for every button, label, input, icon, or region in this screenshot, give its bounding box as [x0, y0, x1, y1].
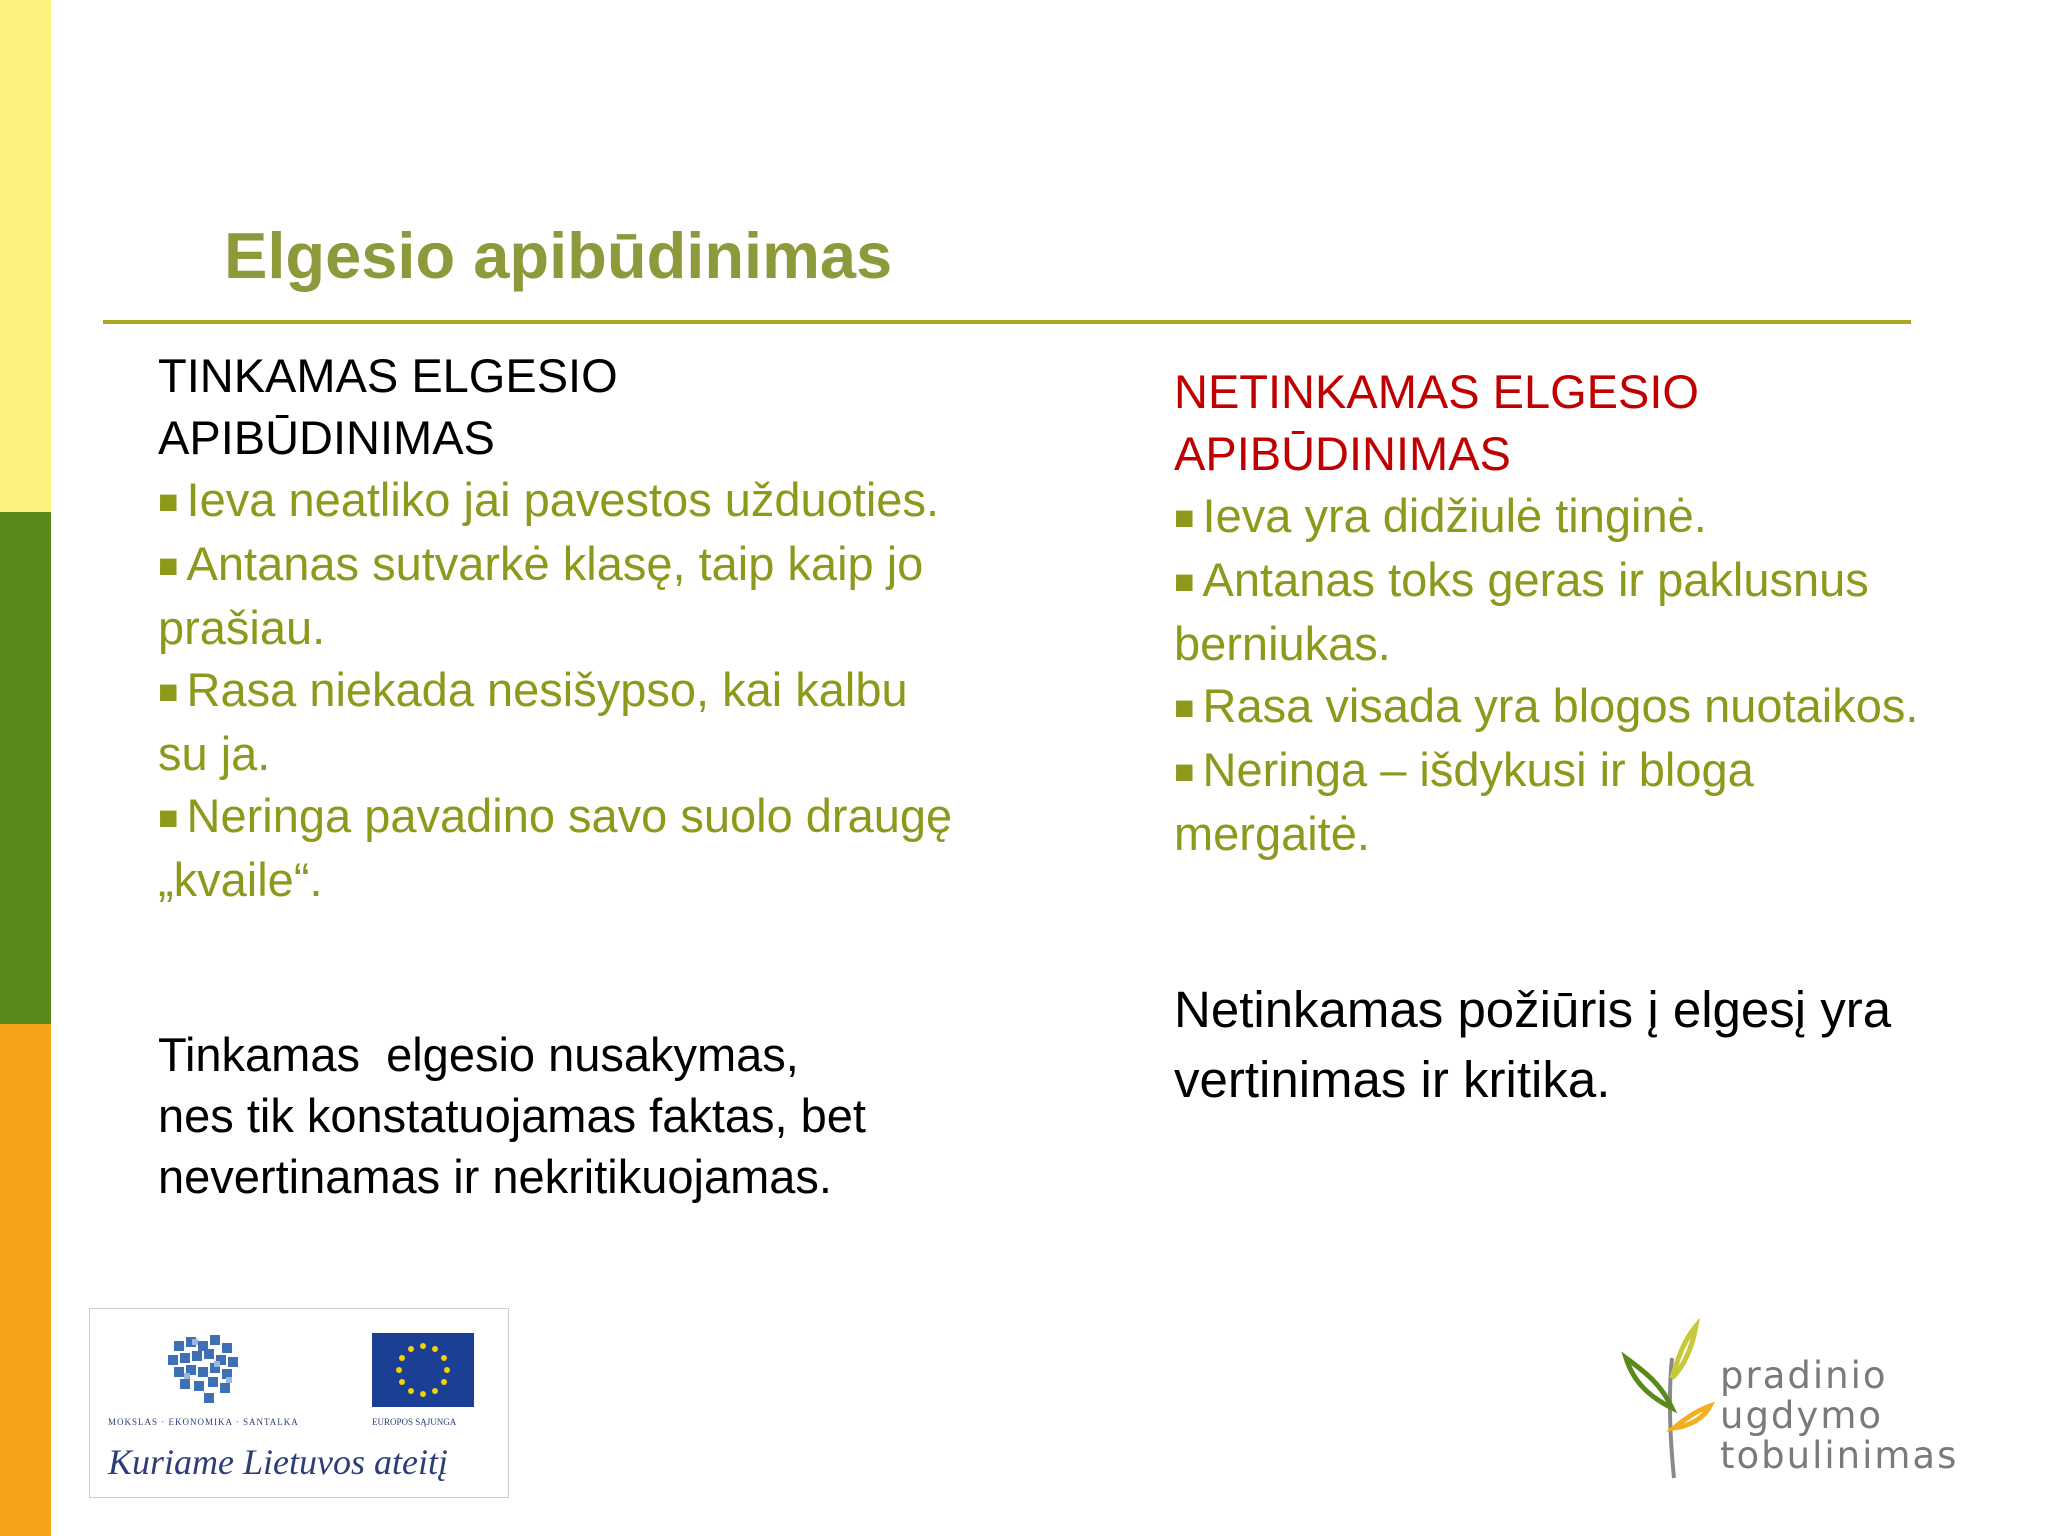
esf-logo [89, 1308, 509, 1498]
project-logo-text: pradinio ugdymo tobulinimas [1720, 1354, 1959, 1477]
list-item: ■ Neringa – išdykusi ir bloga mergaitė. [1174, 743, 1754, 860]
cubes-logo-icon [164, 1333, 254, 1413]
list-item: ■ Rasa visada yra blogos nuotaikos. [1174, 679, 1919, 732]
project-logo [1612, 1318, 1992, 1488]
list-item: ■ Ieva yra didžiulė tinginė. [1174, 489, 1707, 542]
appropriate-description-column [158, 345, 958, 911]
inappropriate-description-column [1174, 361, 1954, 865]
list-item: ■ Ieva neatliko jai pavestos užduoties. [158, 473, 940, 526]
appropriate-heading-line2: APIBŪDINIMAS [158, 411, 495, 464]
appropriate-heading-line1: TINKAMAS ELGESIO [158, 349, 618, 402]
inappropriate-heading-line1: NETINKAMAS ELGESIO [1174, 365, 1699, 418]
esf-caption-right: EUROPOS SĄJUNGA [372, 1417, 457, 1427]
slide-title: Elgesio apibūdinimas [224, 219, 893, 292]
accent-bar-yellow [0, 0, 51, 512]
square-bullet-icon: ■ [1174, 499, 1195, 537]
accent-bar-orange [0, 1024, 51, 1536]
sprout-icon [1612, 1318, 1722, 1488]
accent-bar-green [0, 512, 51, 1024]
square-bullet-icon: ■ [158, 483, 179, 521]
esf-motto: Kuriame Lietuvos ateitį [108, 1442, 448, 1482]
square-bullet-icon: ■ [1174, 563, 1195, 601]
square-bullet-icon: ■ [158, 799, 179, 837]
list-item: ■ Neringa pavadino savo suolo draugę „kvaile“. [158, 789, 953, 906]
appropriate-explanation: Tinkamas elgesio nusakymas, nes tik konstatuojamas faktas, bet nevertinamas ir nekritikuojamas. [158, 1028, 866, 1203]
inappropriate-explanation: Netinkamas požiūris į elgesį yra vertinimas ir kritika. [1174, 981, 1892, 1108]
square-bullet-icon: ■ [158, 547, 179, 585]
list-item: ■ Antanas toks geras ir paklusnus berniukas. [1174, 553, 1869, 670]
square-bullet-icon: ■ [1174, 689, 1195, 727]
eu-flag-icon [372, 1333, 474, 1407]
inappropriate-heading-line2: APIBŪDINIMAS [1174, 427, 1511, 480]
list-item: ■ Rasa niekada nesišypso, kai kalbu su ja. [158, 663, 908, 780]
square-bullet-icon: ■ [1174, 753, 1195, 791]
esf-caption-left: MOKSLAS · EKONOMIKA · SANTALKA [108, 1417, 299, 1427]
square-bullet-icon: ■ [158, 673, 179, 711]
list-item: ■ Antanas sutvarkė klasę, taip kaip jo prašiau. [158, 537, 924, 654]
title-divider [103, 320, 1911, 324]
